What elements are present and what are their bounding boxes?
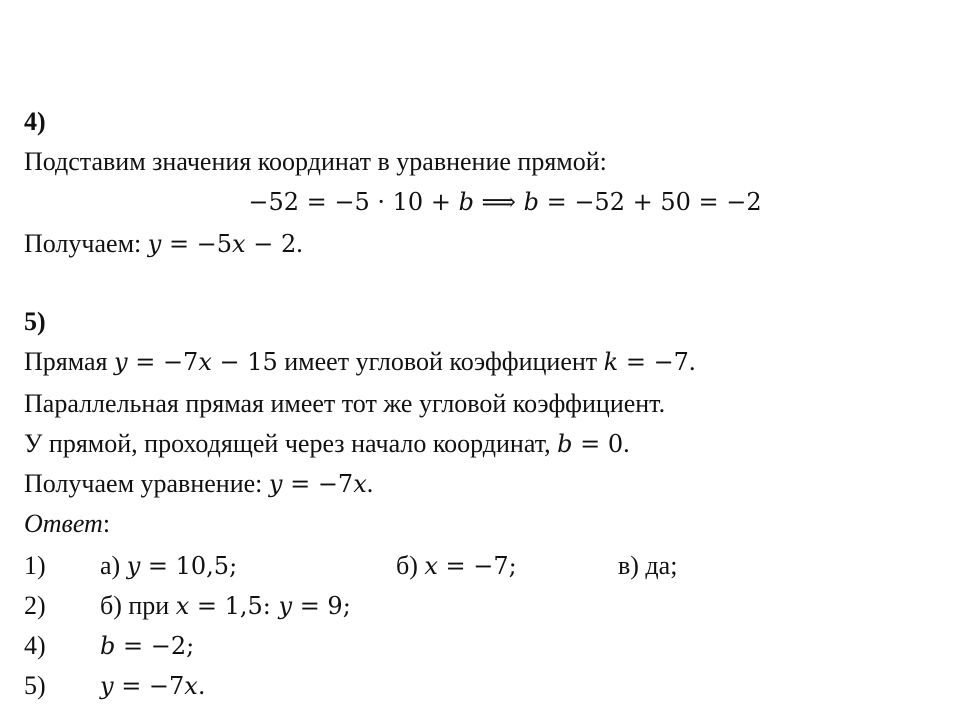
section-4-heading: 4): [24, 107, 46, 136]
answer-row-1: [0, 550, 960, 582]
section-4-result: [24, 228, 303, 260]
answer-formula: 𝑦 = −7𝑥.: [100, 672, 206, 700]
line-3-suffix: .: [623, 429, 630, 458]
answer-b-formula: 𝑥 = 1,5: 𝑦 = 9;: [175, 592, 351, 620]
section-5-line-1: [24, 346, 695, 378]
section-4-intro: Подставим значения координат в уравнение прямой:: [24, 147, 607, 176]
result-prefix: Получаем:: [24, 229, 148, 258]
answer-row-1-c: в) да;: [618, 551, 678, 580]
section-5-line-2: Параллельная прямая имеет тот же угловой коэффициент.: [24, 389, 666, 418]
line-1-formula-2: 𝑘 = −7: [603, 348, 689, 376]
answer-row-number: 1): [24, 551, 46, 580]
answer-row-number: 5): [24, 671, 46, 700]
answer-colon: :: [102, 509, 111, 538]
line-1-formula: 𝑦 = −7𝑥 − 15: [114, 348, 278, 376]
answer-b-label: б) при: [100, 591, 176, 620]
line-4-suffix: .: [366, 469, 374, 498]
section-5-heading: 5): [24, 307, 46, 336]
answer-formula: 𝑏 = −2;: [100, 632, 195, 660]
answer-b-formula: 𝑥 = −7;: [424, 552, 517, 580]
answer-row-number: 2): [24, 591, 46, 620]
line-1-prefix: Прямая: [24, 347, 115, 376]
line-4-formula: 𝑦 = −7𝑥: [268, 470, 367, 498]
line-4-prefix: Получаем уравнение:: [24, 469, 269, 498]
answer-b-label: б): [396, 551, 425, 580]
result-formula: 𝑦 = −5𝑥 − 2: [147, 230, 297, 258]
result-suffix: .: [296, 229, 303, 258]
answer-row-4: [0, 670, 960, 702]
line-1-mid: имеет угловой коэффициент: [277, 347, 604, 376]
line-3-prefix: У прямой, проходящей через начало координат,: [24, 429, 558, 458]
answer-row-3: [0, 630, 960, 662]
answer-a-formula: 𝑦 = 10,5;: [126, 552, 238, 580]
answer-row-1-a: [100, 550, 237, 582]
answer-row-1-b: [396, 550, 517, 582]
answer-row-number: 4): [24, 631, 46, 660]
section-5-line-3: [24, 428, 630, 460]
answer-heading: [24, 508, 110, 540]
line-3-formula: 𝑏 = 0: [557, 430, 624, 458]
answer-row-2-b: [100, 590, 351, 622]
line-1-suffix: .: [688, 347, 696, 376]
section-5-line-4: [24, 468, 373, 500]
answer-label: Ответ: [24, 509, 103, 538]
answer-a-label: а): [100, 551, 127, 580]
answer-row-2: [0, 590, 960, 622]
section-4-equation: −52 = −5 · 10 + 𝑏 ⟹ 𝑏 = −52 + 50 = −2: [248, 188, 762, 216]
